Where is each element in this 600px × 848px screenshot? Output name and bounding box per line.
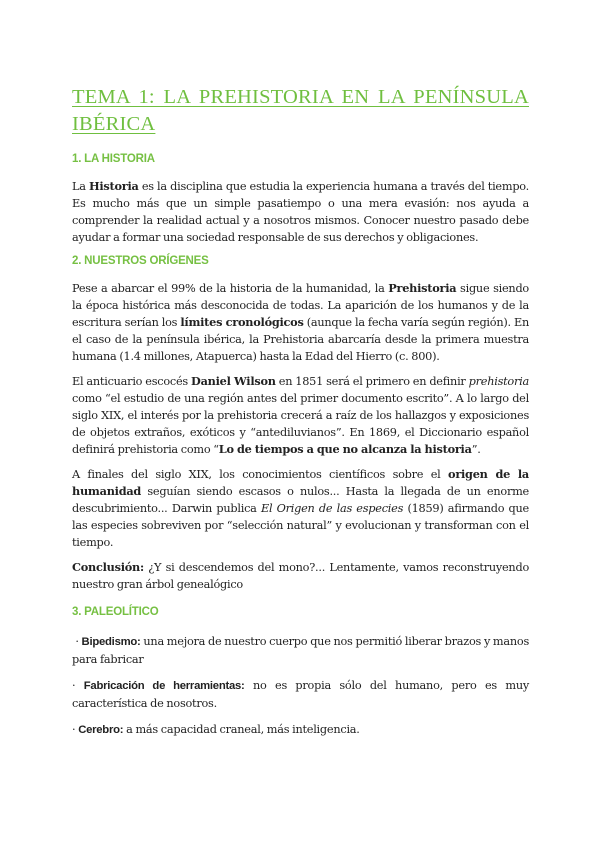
bold-term-origen-humanidad: origen de la humanidad — [72, 467, 529, 498]
bold-term-historia: Historia — [88, 179, 139, 193]
bold-term-limites: límites cronológicos — [180, 315, 304, 329]
paragraph-prehistoria — [72, 280, 529, 365]
bullet-item-herramientas — [72, 677, 529, 712]
text-run: es la disciplina que estudia la experiencia humana a través del tiempo. Es mucho más que un simple pasatiempo o una mera evasión: nos ayuda a comprender la realidad actual y a nosotros mismos. Conocer nuestro pasado debe ayudar a formar una sociedad responsable de sus derechos y obligaciones. — [72, 180, 530, 244]
bullet-text: una mejora de nuestro cuerpo que nos permitió liberar brazos y manos para fabricar — [72, 635, 529, 666]
text-run: El anticuario escocés — [72, 375, 192, 388]
italic-term-prehistoria: prehistoria — [468, 375, 529, 388]
paragraph-darwin — [72, 466, 529, 551]
text-run: (aunque la fecha varía según región). En el caso de la península ibérica, la Prehistoria abarcaría desde la primera muestra humana (1.4 millones, Atapuerca) hasta la Edad del Hierro (c. 800). — [72, 316, 530, 363]
bullet-item-cerebro — [72, 721, 529, 739]
text-run: La — [72, 180, 89, 193]
text-run: Pese a abarcar el 99% de la historia de la humanidad, la — [72, 282, 389, 295]
document-title: TEMA 1: LA PREHISTORIA EN LA PENÍNSULA IBÉRICA — [72, 86, 529, 135]
bullet-marker: · — [72, 679, 84, 692]
bold-label-conclusion: Conclusión: — [72, 560, 144, 574]
text-run: ¿Y si descendemos del mono?... Lentamente, vamos reconstruyendo nuestro gran árbol genealógico — [72, 561, 529, 591]
bold-term-prehistoria: Prehistoria — [388, 281, 457, 295]
text-run: A finales del siglo XIX, los conocimientos científicos sobre el — [72, 468, 449, 481]
bullet-marker: · — [72, 635, 82, 648]
paragraph-conclusion — [72, 559, 529, 593]
text-run: en 1851 será el primero en definir — [275, 375, 469, 388]
section-heading-paleolitico: 3. PALEOLÍTICO — [72, 606, 159, 618]
bold-quote-definicion: Lo de tiempos a que no alcanza la historia — [218, 442, 472, 456]
italic-book-title: El Origen de las especies — [260, 502, 404, 515]
bullet-marker: · — [72, 723, 79, 736]
text-run: sigue siendo la época histórica más desconocida de todas. La aparición de los humanos y de la escritura serían los — [72, 282, 529, 329]
section-heading-origenes: 2. NUESTROS ORÍGENES — [72, 255, 209, 267]
text-run: seguían siendo escasos o nulos... Hasta la llegada de un enorme descubrimiento... Darwin publica — [72, 485, 529, 515]
text-run: como “el estudio de una región antes del primer documento escrito”. A lo largo del siglo XIX, el interés por la prehistoria crecerá a raíz de los hallazgos y exposiciones de objetos extraños, exóticos y “antediluvianos”. En 1869, el Diccionario español definirá prehistoria como “ — [72, 392, 529, 456]
bullet-text: a más capacidad craneal, más inteligencia. — [123, 723, 360, 736]
section-paleolitico — [72, 605, 529, 739]
bullet-term: Bipedismo: — [81, 636, 141, 648]
text-run: ”. — [471, 443, 481, 456]
paragraph-historia-definicion — [72, 178, 529, 246]
bullet-text: no es propia sólo del humano, pero es muy característica de nosotros. — [72, 679, 529, 710]
bullet-term: Cerebro: — [78, 724, 124, 736]
section-nuestros-origenes — [72, 254, 529, 593]
section-heading-historia: 1. LA HISTORIA — [72, 153, 155, 165]
paragraph-daniel-wilson — [72, 373, 529, 458]
text-run: (1859) afirmando que las especies sobreviven por “selección natural” y evolucionan y transforman con el tiempo. — [72, 502, 529, 549]
section-la-historia — [72, 152, 529, 246]
bullet-item-bipedismo — [72, 633, 529, 668]
bullet-term: Fabricación de herramientas: — [83, 680, 245, 692]
bold-term-daniel-wilson: Daniel Wilson — [191, 374, 276, 388]
